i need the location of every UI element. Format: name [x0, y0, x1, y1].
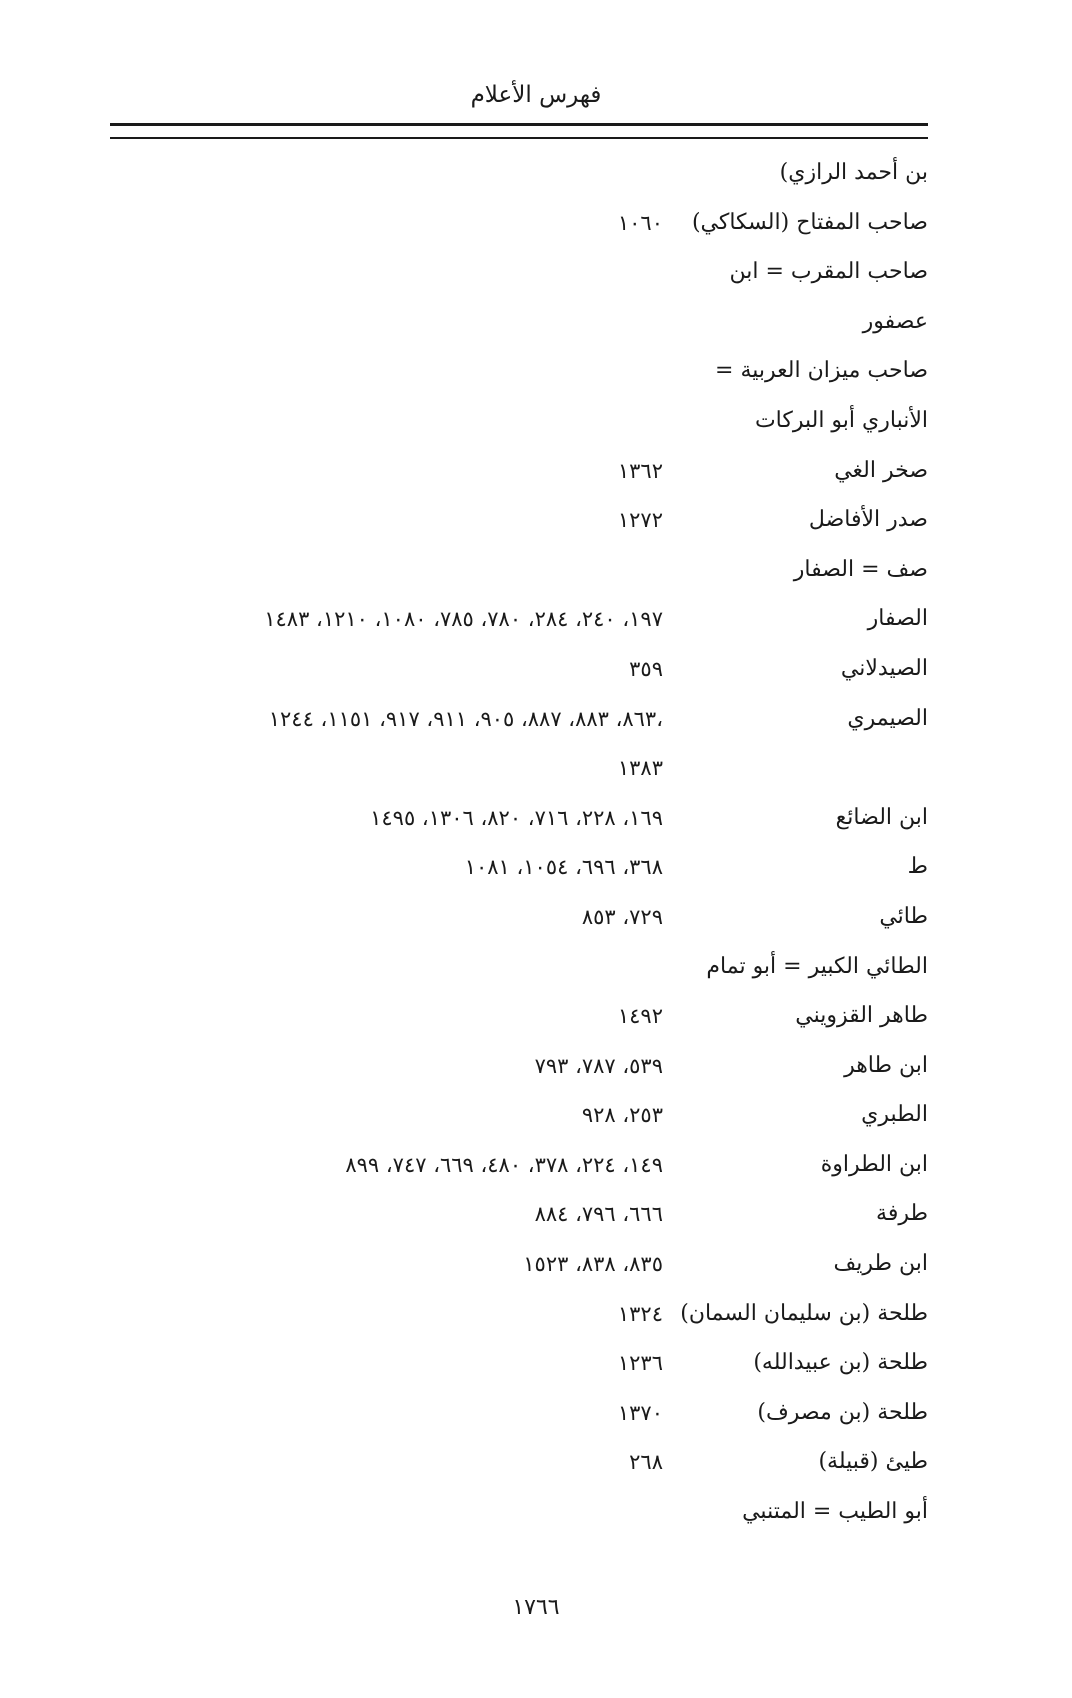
entry-pages: ٥٣٩، ٧٨٧، ٧٩٣ [534, 1053, 663, 1078]
entry-name: ابن الطراوة [820, 1151, 928, 1177]
index-entry [110, 1442, 928, 1492]
entry-name: ابن طريف [833, 1251, 928, 1277]
entry-pages: ١٢٧٢ [617, 508, 663, 533]
header-rule-thick [110, 123, 928, 126]
entry-name: صاحب ميزان العربية = [715, 358, 928, 384]
entry-name: صخر الغي [834, 457, 928, 483]
index-entry [110, 1393, 928, 1443]
entry-name: الصيدلاني [840, 655, 928, 681]
index-entry [110, 252, 928, 302]
index-entry [110, 1294, 928, 1344]
entry-name: أبو الطيب = المتنبي [742, 1499, 928, 1525]
entry-pages: ١٣٨٣ [617, 756, 663, 781]
entry-pages: ٢٥٣، ٩٢٨ [581, 1103, 663, 1128]
index-entry [110, 1095, 928, 1145]
index-entry [110, 302, 928, 352]
entry-pages: ٨٣٥، ٨٣٨، ١٥٢٣ [523, 1252, 663, 1277]
entry-pages: ١٣٢٤ [617, 1301, 663, 1326]
entry-name: طلحة (بن سليمان السمان) [680, 1300, 928, 1326]
index-entry [110, 1145, 928, 1195]
entry-name: صف = الصفار [793, 556, 928, 582]
entry-name: ط [907, 854, 928, 880]
index-entry [110, 1343, 928, 1393]
entry-pages: ١٣٦٢ [617, 458, 663, 483]
index-entry [110, 847, 928, 897]
entry-name: طلحة (بن عبيدالله) [753, 1350, 928, 1376]
entry-pages: ٨٦٣، ٨٨٣، ٨٨٧، ٩٠٥، ٩١١، ٩١٧، ١١٥١، ١٢٤٤، [268, 706, 663, 731]
index-entry [110, 1194, 928, 1244]
index-entry [110, 1046, 928, 1096]
entry-name: صاحب المفتاح (السكاكي) [691, 209, 928, 235]
entry-name: ابن الضائع [835, 804, 928, 830]
entry-pages: ٣٥٩ [629, 656, 663, 681]
index-entry [110, 699, 928, 749]
entry-name: عصفور [862, 308, 928, 334]
page-number: ١٧٦٦ [512, 1595, 560, 1620]
entry-pages: ١٣٧٠ [617, 1400, 663, 1425]
entry-pages: ٧٢٩، ٨٥٣ [581, 904, 663, 929]
entry-pages: ١٤٩٢ [617, 1004, 663, 1029]
entry-pages: ٣٦٨، ٦٩٦، ١٠٥٤، ١٠٨١ [464, 855, 663, 880]
index-entry [110, 798, 928, 848]
entry-name: صدر الأفاضل [808, 507, 928, 533]
entry-pages: ١٠٦٠ [617, 210, 663, 235]
index-entry [110, 1492, 928, 1542]
index-entry [110, 500, 928, 550]
entry-pages: ١٩٧، ٢٤٠، ٢٨٤، ٧٨٠، ٧٨٥، ١٠٨٠، ١٢١٠، ١٤٨٣ [264, 607, 663, 632]
index-entry [110, 599, 928, 649]
entry-pages: ١٤٩، ٢٢٤، ٣٧٨، ٤٨٠، ٦٦٩، ٧٤٧، ٨٩٩ [345, 1152, 663, 1177]
index-entry [110, 451, 928, 501]
index-entry [110, 996, 928, 1046]
entry-name: طائي [879, 903, 928, 929]
index-entry [110, 748, 928, 798]
entry-name: طيئ (قبيلة) [818, 1449, 928, 1475]
index-entry [110, 550, 928, 600]
entry-name: الطبري [861, 1102, 928, 1128]
entry-pages: ١٦٩، ٢٢٨، ٧١٦، ٨٢٠، ١٣٠٦، ١٤٩٥ [370, 805, 663, 830]
index-entry [110, 649, 928, 699]
index-entry [110, 153, 928, 203]
index-entry [110, 203, 928, 253]
entry-name: الصيمري [847, 705, 928, 731]
entry-name: بن أحمد الرازي) [779, 160, 928, 185]
entry-name: صاحب المقرب = ابن [729, 259, 928, 285]
index-entry [110, 1244, 928, 1294]
header-rule-thin [110, 137, 928, 139]
entry-name: الصفار [867, 606, 928, 632]
index-list [110, 153, 928, 1542]
entry-name: الطائي الكبير = أبو تمام [706, 953, 928, 979]
index-entry [110, 401, 928, 451]
entry-name: طاهر القزويني [795, 1003, 928, 1029]
index-entry [110, 897, 928, 947]
index-entry [110, 351, 928, 401]
index-entry [110, 947, 928, 997]
entry-pages: ٢٦٨ [629, 1450, 663, 1475]
entry-pages: ٦٦٦، ٧٩٦، ٨٨٤ [534, 1202, 663, 1227]
entry-name: ابن طاهر [844, 1052, 928, 1078]
entry-name: الأنباري أبو البركات [754, 407, 928, 433]
running-head-title: فهرس الأعلام [470, 82, 602, 108]
entry-pages: ١٢٣٦ [617, 1351, 663, 1376]
entry-name: طلحة (بن مصرف) [757, 1399, 928, 1425]
entry-name: طرفة [876, 1201, 928, 1227]
